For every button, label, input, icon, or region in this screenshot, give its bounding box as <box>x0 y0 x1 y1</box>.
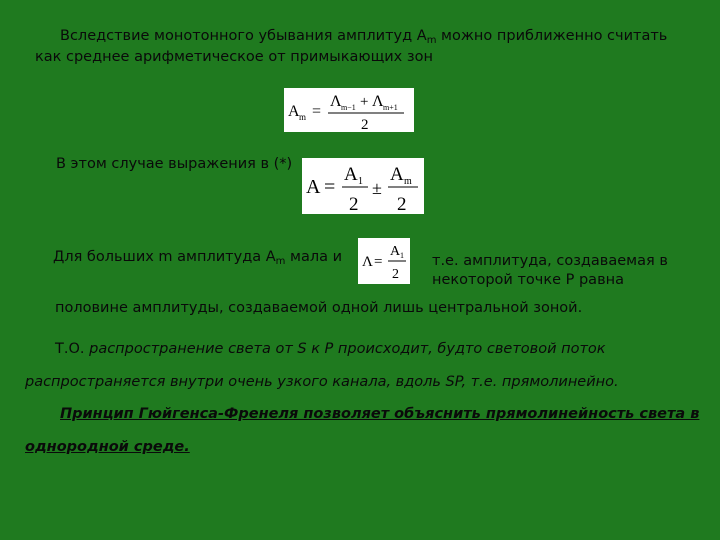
f1-lhs: A <box>288 103 300 120</box>
f3-num: A <box>390 244 401 259</box>
para3-pre: Для больших m амплитуда А <box>53 249 276 265</box>
f2-f2-den: 2 <box>397 194 407 214</box>
para3-line3: половине амплитуды, создаваемой одной лишь центральной зоной. <box>55 300 583 316</box>
f2-f1-den: 2 <box>349 194 359 214</box>
para4-line2: распространяется внутри очень узкого канала, вдоль SP, т.е. прямолинейно. <box>25 374 619 390</box>
para3-right1: т.е. амплитуда, создаваемая в <box>432 253 668 269</box>
para3-post: мала и <box>285 249 343 265</box>
f1-num-b-sub: m+1 <box>383 103 398 112</box>
para2-text: В этом случае выражения в (*) <box>56 156 293 172</box>
f1-eq: = <box>312 103 322 120</box>
para3-sub: m <box>275 256 286 267</box>
f2-lhs: A <box>306 176 321 198</box>
f2-f2-num-sub: m <box>404 176 412 187</box>
f1-den: 2 <box>361 117 369 132</box>
f1-num-b: Λ <box>372 93 384 110</box>
f1-plus: + <box>360 94 369 110</box>
f2-eq: = <box>324 176 336 198</box>
para5-line1: Принцип Гюйгенса-Френеля позволяет объяснить прямолинейность света в <box>60 406 700 422</box>
para1-line1-sub: m <box>426 35 437 46</box>
para1-line1-post: можно приближенно считать <box>436 28 668 44</box>
para5-line2: однородной среде. <box>25 439 190 455</box>
f2-f2-num: A <box>390 164 404 185</box>
formula-2 <box>302 158 424 214</box>
para1-line1-pre: Вследствие монотонного убывания амплитуд А <box>60 28 427 44</box>
f1-num-a-sub: m−1 <box>341 103 356 112</box>
para1-line1 <box>60 27 667 50</box>
para4-italic1: распространение света от S к Р происходит, будто световой поток <box>89 341 606 357</box>
f3-lhs: Λ <box>362 254 373 270</box>
f3-num-sub: 1 <box>400 251 404 260</box>
f2-f1-num-sub: 1 <box>358 176 363 187</box>
para1-line2: как среднее арифметическое от примыкающих зон <box>35 49 433 65</box>
para4-line1 <box>55 340 606 358</box>
para3-line1 <box>53 248 342 271</box>
f3-eq: = <box>374 254 383 270</box>
f2-plusminus: ± <box>372 178 382 198</box>
para3-right2: некоторой точке Р равна <box>432 272 624 288</box>
formula-1 <box>284 88 414 132</box>
f3-den: 2 <box>392 267 399 282</box>
f2-f1-num: A <box>344 164 358 185</box>
para4-plain: Т.О. <box>55 341 90 357</box>
formula-3 <box>358 238 410 284</box>
f1-num-a: Λ <box>330 93 342 110</box>
f1-lhs-sub: m <box>299 112 307 122</box>
